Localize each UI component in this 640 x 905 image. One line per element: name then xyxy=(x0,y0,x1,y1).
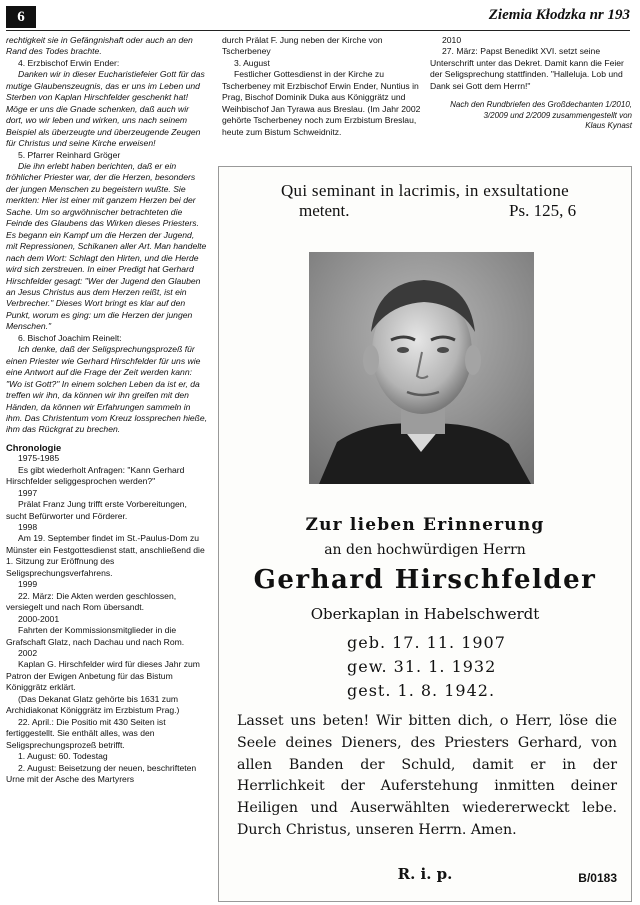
column-middle xyxy=(222,35,422,138)
page-header xyxy=(6,6,630,28)
speaker-heading: 5. Pfarrer Reinhard Gröger xyxy=(18,149,121,160)
column-left xyxy=(6,35,208,785)
portrait-image xyxy=(309,252,534,484)
chronology-entry: Kaplan G. Hirschfelder wird für dieses Jahr zum Patron der Ewigen Anbetung für das Bistum Königgrätz erklärt. xyxy=(6,659,200,693)
chronology-entry: (Das Dekanat Glatz gehörte bis 1631 zum Archidiakonat Königgrätz im Erzbistum Prag.) xyxy=(6,693,180,716)
chronology-entry: 22. April.: Die Positio mit 430 Seiten ist fertiggestellt. Sie enthält alles, was den Seligsprechungsprozeß betrifft. xyxy=(6,716,166,750)
quote-paragraph: Danken wir in dieser Eucharistiefeier Gott für das mutige Glaubenszeugnis, das er uns im Leben und Sterben von Kaplan Hirschfelder geschenkt hat! Möge er uns die Gnade schenken, daß auch wir dort, wo wir leben und wirken, uns nach seinem Beispiel als überzeugte und überzeugende Zeugen für Christus und seine Kirche erweisen! xyxy=(6,69,205,149)
chronology-entry: 2. August: Beisetzung der neuen, beschrifteten Urne mit der Asche des Martyrers xyxy=(6,762,197,784)
chronology-entry: 22. März: Die Akten werden geschlossen, versiegelt und nach Rom übersandt. xyxy=(6,590,177,613)
source-note: Nach den Rundbriefen des Großdechanten 1/2010, 3/2009 und 2/2009 zusammengestellt von xyxy=(450,100,632,120)
chronology-entry: Festlicher Gottesdienst in der Kirche zu Tscherbeney mit Erzbischof Erwin Ender, Nuntius in Prag, Bischof Dominik Duka aus Königgrätz und Weihbischof Jan Tyrawa aus Breslau. (Im Jahr 2002 gehörte Tscherbeney noch zum Erzbistum Breslau, heute zum Bistum Schweidnitz. xyxy=(222,69,421,137)
chronology-year: 1975-1985 xyxy=(18,453,60,464)
page-number: 6 xyxy=(6,6,36,28)
chronology-year: 1998 xyxy=(18,522,38,533)
journal-title: Ziemia Kłodzka nr 193 xyxy=(488,7,630,23)
motto-line: Qui seminant in lacrimis, in exsultatione xyxy=(280,181,570,200)
chronology-entry: Fahrten der Kommissionsmitglieder in die Grafschaft Glatz, nach Dachau und nach Rom. xyxy=(6,625,185,647)
motto-reference: Ps. 125, 6 xyxy=(509,201,577,220)
chronology-title: Chronologie xyxy=(6,441,62,453)
motto-line: metent. xyxy=(299,201,350,220)
source-author: Klaus Kynast xyxy=(585,121,632,131)
chronology-entry: Es gibt wiederholt Anfragen: "Kann Gerhard Hirschfelder seliggesprochen werden?" xyxy=(6,464,185,487)
card-subheading: an den hochwürdigen Herrn xyxy=(324,542,526,558)
memorial-card xyxy=(218,166,632,902)
card-heading: Zur lieben Erinnerung xyxy=(305,515,545,535)
chronology-entry: 27. März: Papst Benedikt XVI. setzt seine Unterschrift unter das Dekret. Damit kann die Feier der Seligsprechung stattfinden. "Halleluja. Lob und Dank sei Gott dem Herrn!" xyxy=(430,46,624,91)
chronology-year: 2000-2001 xyxy=(18,613,60,624)
quote-paragraph: Ich denke, daß der Seligsprechungsprozeß für einen Priester wie Gerhard Hirschfelder für uns wie eine Antwort auf die Frage der Zeit werden kann: "Wo ist Gott?" In einem solchen Leben da ist er, da treffen wir ihn, da können wir ihn greifen mit den Händen, da können wir Erfahrungen sammeln in ihm. Das Christentum vom Kreuz lossprechen hieße, ihm das Rückgrat zu brechen. xyxy=(6,344,208,435)
chronology-year: 1997 xyxy=(18,487,38,498)
deceased-title: Oberkaplan in Habelschwerdt xyxy=(310,605,540,623)
ordination-date: gew. 31. 1. 1932 xyxy=(347,657,497,676)
death-date: gest. 1. 8. 1942. xyxy=(347,681,496,700)
column-right xyxy=(430,35,632,132)
chronology-entry: 1. August: 60. Todestag xyxy=(18,751,108,762)
chronology-entry: durch Prälat F. Jung neben der Kirche von Tscherbeney xyxy=(222,35,383,57)
speaker-heading: 6. Bischof Joachim Reinelt: xyxy=(18,332,122,343)
chronology-year: 1999 xyxy=(18,579,38,590)
text-paragraph: rechtigkeit sie in Gefängnishaft oder auch an den Rand des Todes brachte. xyxy=(6,35,193,57)
chronology-year: 2002 xyxy=(18,648,38,659)
quote-paragraph: Die ihn erlebt haben berichten, daß er ein fröhlicher Priester war, der die Herzen, besonders der jungen Menschen zu begeistern wußte. Sie merkten: Hier ist einer mit ganzem Herzen bei der Sache. Um so argwöhnischer betrachteten die Feinde des Glaubens das Wirken dieses Priesters. Es begann ein Kampf um die Herzen der Jugend, mit Repressionen, Schikanen aller Art. Man handelte nach dem Wort: Schlagt den Hirten, und die Herde wird sich zerstreuen. In einer Predigt hat Gerhard Hirschfelder gesagt: "Wer der Jugend den Glauben an Jesus Christus aus dem Herzen reißt, ist ein Verbrecher." Dieses Wort bringt es klar auf den Punkt, worum es ging: um die Herzen der jungen Menschen." xyxy=(6,160,207,332)
chronology-year: 3. August xyxy=(234,57,270,68)
rip-text: R. i. p. xyxy=(397,865,453,883)
birth-date: geb. 17. 11. 1907 xyxy=(347,633,506,652)
header-rule xyxy=(6,30,630,31)
portrait-photo xyxy=(309,252,534,484)
chronology-entry: Prälat Franz Jung trifft erste Vorbereitungen, sucht Befürworter und Förderer. xyxy=(6,499,187,521)
chronology-year: 2010 xyxy=(442,35,462,45)
prayer-text: Lasset uns beten! Wir bitten dich, o Herr, löse die Seele deines Dieners, des Priesters Gerhard, von allen Banden der Schuld, damit er in der Herrlichkeit der Auferstehung inmitten deiner Heiligen und Auserwählten wiedererweckt lebe. Durch Christus, unseren Herrn. Amen. xyxy=(237,713,617,838)
archive-code: B/0183 xyxy=(578,871,617,885)
speaker-heading: 4. Erzbischof Erwin Ender: xyxy=(18,57,120,68)
chronology-entry: Am 19. September findet im St.-Paulus-Dom zu Münster ein Festgottesdienst statt, anschließend die 1. Sitzung zur Eröffnung des Seligsprechungsverfahrens. xyxy=(6,533,205,578)
deceased-name: Gerhard Hirschfelder xyxy=(253,565,597,595)
